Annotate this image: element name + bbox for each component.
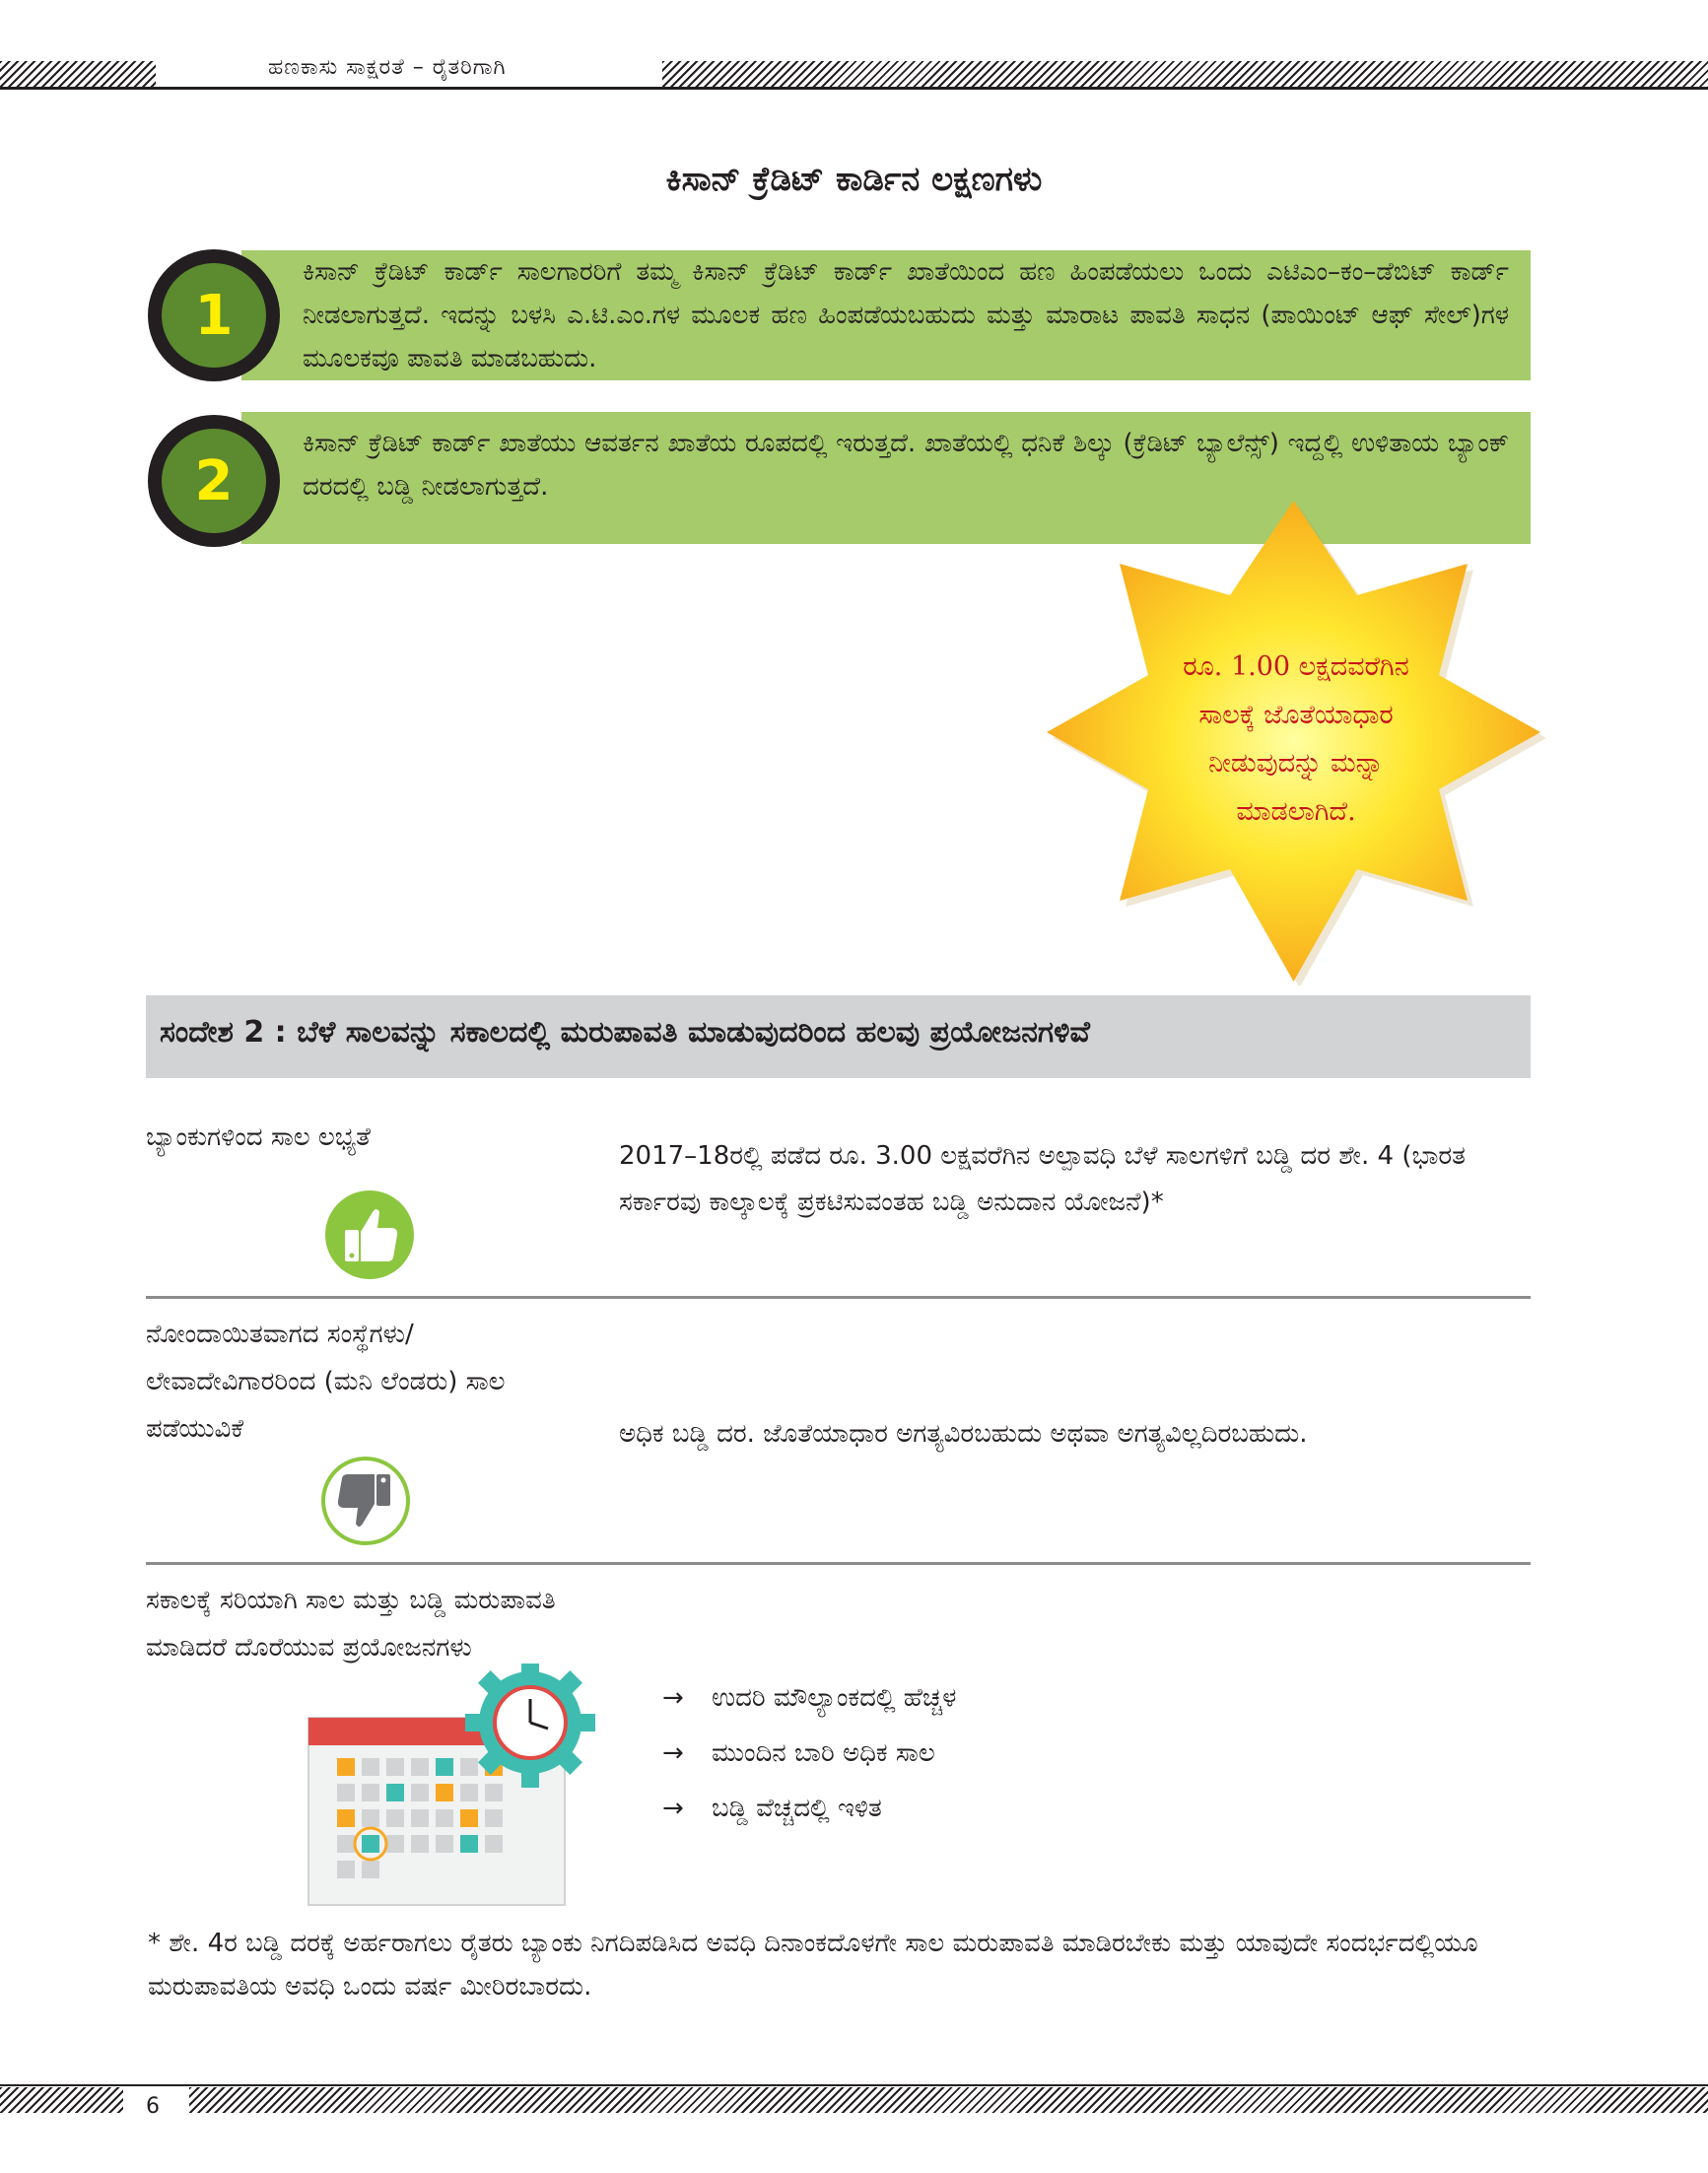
feature-text-2: ಕಿಸಾನ್ ಕ್ರೆಡಿಟ್ ಕಾರ್ಡ್ ಖಾತೆಯು ಆವರ್ತನ ಖಾತೆಯ ರೂಪದಲ್ಲಿ ಇರುತ್ತದೆ. ಖಾತೆಯಲ್ಲಿ ಧನಿಕೆ ಶಿಲ್ಕು (ಕ್ರೆಡಿಟ್ ಬ್ಯಾಲೆನ್ಸ್) ಇದ್ದಲ್ಲಿ ಉಳಿತಾಯ ಬ್ಯಾಂಕ್ ದರದಲ್ಲಿ ಬಡ್ಡಿ ನೀಡಲಾಗುತ್ತದೆ.: [303, 429, 1509, 502]
arrow-icon: →: [662, 1738, 684, 1768]
benefit-item-3: [662, 1781, 956, 1836]
row-divider-1: [146, 1296, 1531, 1299]
feature-number-1: 1: [162, 263, 266, 368]
starburst-text: [1133, 643, 1459, 836]
calendar-clock-icon: [306, 1664, 601, 1910]
footnote: * ಶೇ. 4ರ ಬಡ್ಡಿ ದರಕ್ಕೆ ಅರ್ಹರಾಗಲು ರೈತರು ಬ್ಯಾಂಕು ನಿಗದಿಪಡಿಸಿದ ಅವಧಿ ದಿನಾಂಕದೊಳಗೇ ಸಾಲ ಮರುಪಾವತಿ ಮಾಡಿರಬೇಕು ಮತ್ತು ಯಾವುದೇ ಸಂದರ್ಭದಲ್ಲಿಯೂ ಮರುಪಾವತಿಯ ಅವಧಿ ಒಂದು ವರ್ಷ ಮೀರಿರಬಾರದು.: [148, 1929, 1478, 2002]
row-label-bank-loan: ಬ್ಯಾಂಕುಗಳಿಂದ ಸಾಲ ಲಭ್ಯತೆ: [146, 1122, 371, 1152]
page-number: 6: [146, 2094, 160, 2119]
benefit-text-1: ಉದರಿ ಮೌಲ್ಯಾಂಕದಲ್ಲಿ ಹೆಚ್ಚಳ: [712, 1683, 957, 1713]
page-title: ಕಿಸಾನ್ ಕ್ರೆಡಿಟ್ ಕಾರ್ಡಿನ ಲಕ್ಷಣಗಳು: [665, 160, 1043, 199]
footer-hatch-right: [189, 2087, 1708, 2113]
row-desc-bank-loan: 2017–18ರಲ್ಲಿ ಪಡೆದ ರೂ. 3.00 ಲಕ್ಷವರೆಗಿನ ಅಲ್ಪಾವಧಿ ಬೆಳೆ ಸಾಲಗಳಿಗೆ ಬಡ್ಡಿ ದರ ಶೇ. 4 (ಭಾರತ ಸರ್ಕಾರವು ಕಾಲ್ಕಾಲಕ್ಕೆ ಪ್ರಕಟಿಸುವಂತಹ ಬಡ್ಡಿ ಅನುದಾನ ಯೋಜನೆ)*: [619, 1141, 1466, 1217]
starburst-line-1: ರೂ. 1.00 ಲಕ್ಷದವರೆಗಿನ: [1183, 651, 1409, 682]
row-divider-2: [146, 1562, 1531, 1565]
feature-badge-2: [148, 415, 280, 547]
row-label-timely-repayment: ಸಕಾಲಕ್ಕೆ ಸರಿಯಾಗಿ ಸಾಲ ಮತ್ತು ಬಡ್ಡಿ ಮರುಪಾವತಿ ಮಾಡಿದರೆ ದೊರೆಯುವ ಪ್ರಯೋಜನಗಳು: [146, 1586, 556, 1663]
feature-text-1: ಕಿಸಾನ್ ಕ್ರೆಡಿಟ್ ಕಾರ್ಡ್ ಸಾಲಗಾರರಿಗೆ ತಮ್ಮ ಕಿಸಾನ್ ಕ್ರೆಡಿಟ್ ಕಾರ್ಡ್ ಖಾತೆಯಿಂದ ಹಣ ಹಿಂಪಡೆಯಲು ಒಂದು ಎಟಿಎಂ–ಕಂ–ಡೆಬಿಟ್ ಕಾರ್ಡ್ ನೀಡಲಾಗುತ್ತದೆ. ಇದನ್ನು ಬಳಸಿ ಎ.ಟಿ.ಎಂ.ಗಳ ಮೂಲಕ ಹಣ ಹಿಂಪಡೆಯಬಹುದು ಮತ್ತು ಮಾರಾಟ ಪಾವತಿ ಸಾಧನ (ಪಾಯಿಂಟ್ ಆಫ್ ಸೇಲ್)ಗಳ ಮೂಲಕವೂ ಪಾವತಿ ಮಾಡಬಹುದು.: [303, 257, 1509, 373]
arrow-icon: →: [662, 1683, 684, 1713]
arrow-icon: →: [662, 1794, 684, 1823]
benefit-item-2: [662, 1726, 956, 1781]
benefit-text-2: ಮುಂದಿನ ಬಾರಿ ಅಧಿಕ ಸಾಲ: [712, 1738, 935, 1768]
feature-number-2: 2: [162, 429, 266, 533]
benefit-item-1: [662, 1670, 956, 1726]
thumbs-down-icon: [319, 1455, 412, 1547]
header-hatch-left: [0, 61, 156, 87]
starburst-line-2: ಸಾಲಕ್ಕೆ ಜೊತೆಯಾಧಾರ: [1198, 700, 1394, 730]
starburst-line-4: ಮಾಡಲಾಗಿದೆ.: [1236, 796, 1356, 827]
feature-box-1: [241, 250, 1531, 380]
benefit-text-3: ಬಡ್ಡಿ ವೆಚ್ಚದಲ್ಲಿ ಇಳಿತ: [712, 1794, 882, 1823]
thumbs-up-icon: [323, 1188, 416, 1281]
header-title: ಹಣಕಾಸು ಸಾಕ್ಷರತೆ – ರೈತರಿಗಾಗಿ: [268, 55, 507, 80]
header-hatch-right: [662, 61, 1708, 87]
header-rule: [0, 87, 1708, 90]
feature-badge-1: [148, 249, 280, 381]
section-heading: ಸಂದೇಶ 2 : ಬೆಳೆ ಸಾಲವನ್ನು ಸಕಾಲದಲ್ಲಿ ಮರುಪಾವತಿ ಮಾಡುವುದರಿಂದ ಹಲವು ಪ್ರಯೋಜನಗಳಿವೆ: [160, 1015, 1090, 1050]
benefits-list: [662, 1670, 956, 1836]
starburst-line-3: ನೀಡುವುದನ್ನು ಮನ್ನಾ: [1208, 748, 1384, 779]
section-heading-bar: [146, 995, 1531, 1078]
footer-hatch-left: [0, 2087, 123, 2113]
row-desc-moneylender: ಅಧಿಕ ಬಡ್ಡಿ ದರ. ಜೊತೆಯಾಧಾರ ಅಗತ್ಯವಿರಬಹುದು ಅಥವಾ ಅಗತ್ಯವಿಲ್ಲದಿರಬಹುದು.: [619, 1419, 1308, 1449]
footer-rule: [0, 2084, 1708, 2086]
row-label-moneylender: ನೋಂದಾಯಿತವಾಗದ ಸಂಸ್ಥೆಗಳು/ ಲೇವಾದೇವಿಗಾರರಿಂದ (ಮನಿ ಲೆಂಡರು) ಸಾಲ ಪಡೆಯುವಿಕೆ: [146, 1320, 506, 1444]
